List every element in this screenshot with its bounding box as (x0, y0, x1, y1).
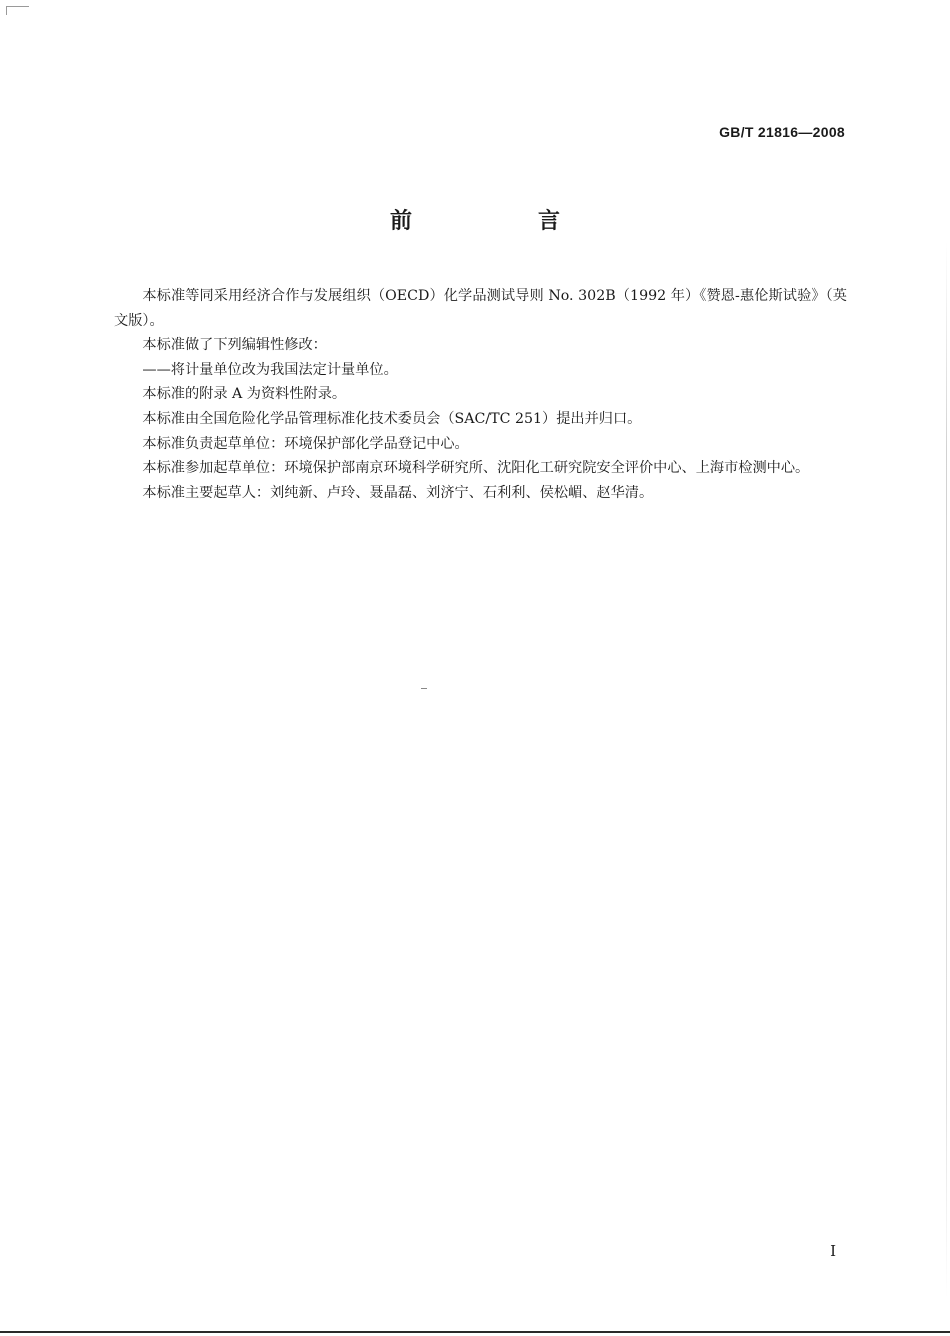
page-number: I (830, 1242, 836, 1260)
scan-edge-right (946, 240, 947, 1300)
paragraph-main-authors: 本标准主要起草人：刘纯新、卢玲、聂晶磊、刘济宁、石利利、侯松嵋、赵华清。 (142, 484, 654, 501)
paragraph-lead-drafter: 本标准负责起草单位：环境保护部化学品登记中心。 (142, 435, 469, 452)
scan-edge-bottom (0, 1331, 950, 1333)
standard-code: GB/T 21816—2008 (719, 124, 845, 140)
paragraph-adoption: 本标准等同采用经济合作与发展组织（OECD）化学品测试导则 No. 302B（1992 年）《赞恩-惠伦斯试验》（英文版）。 (114, 288, 847, 329)
paragraph-edits-intro: 本标准做了下列编辑性修改： (142, 337, 327, 354)
scan-speck (421, 688, 427, 689)
paragraph-annex: 本标准的附录 A 为资料性附录。 (142, 386, 347, 403)
scan-corner-mark (6, 6, 29, 15)
paragraph-proposer: 本标准由全国危险化学品管理标准化技术委员会（SAC/TC 251）提出并归口。 (142, 410, 642, 427)
foreword-body (114, 284, 847, 505)
paragraph-edit-item: ——将计量单位改为我国法定计量单位。 (142, 361, 398, 378)
paragraph-participating-drafters: 本标准参加起草单位：环境保护部南京环境科学研究所、沈阳化工研究院安全评价中心、上海市检测中心。 (142, 460, 810, 477)
page-title: 前 言 (389, 209, 612, 234)
